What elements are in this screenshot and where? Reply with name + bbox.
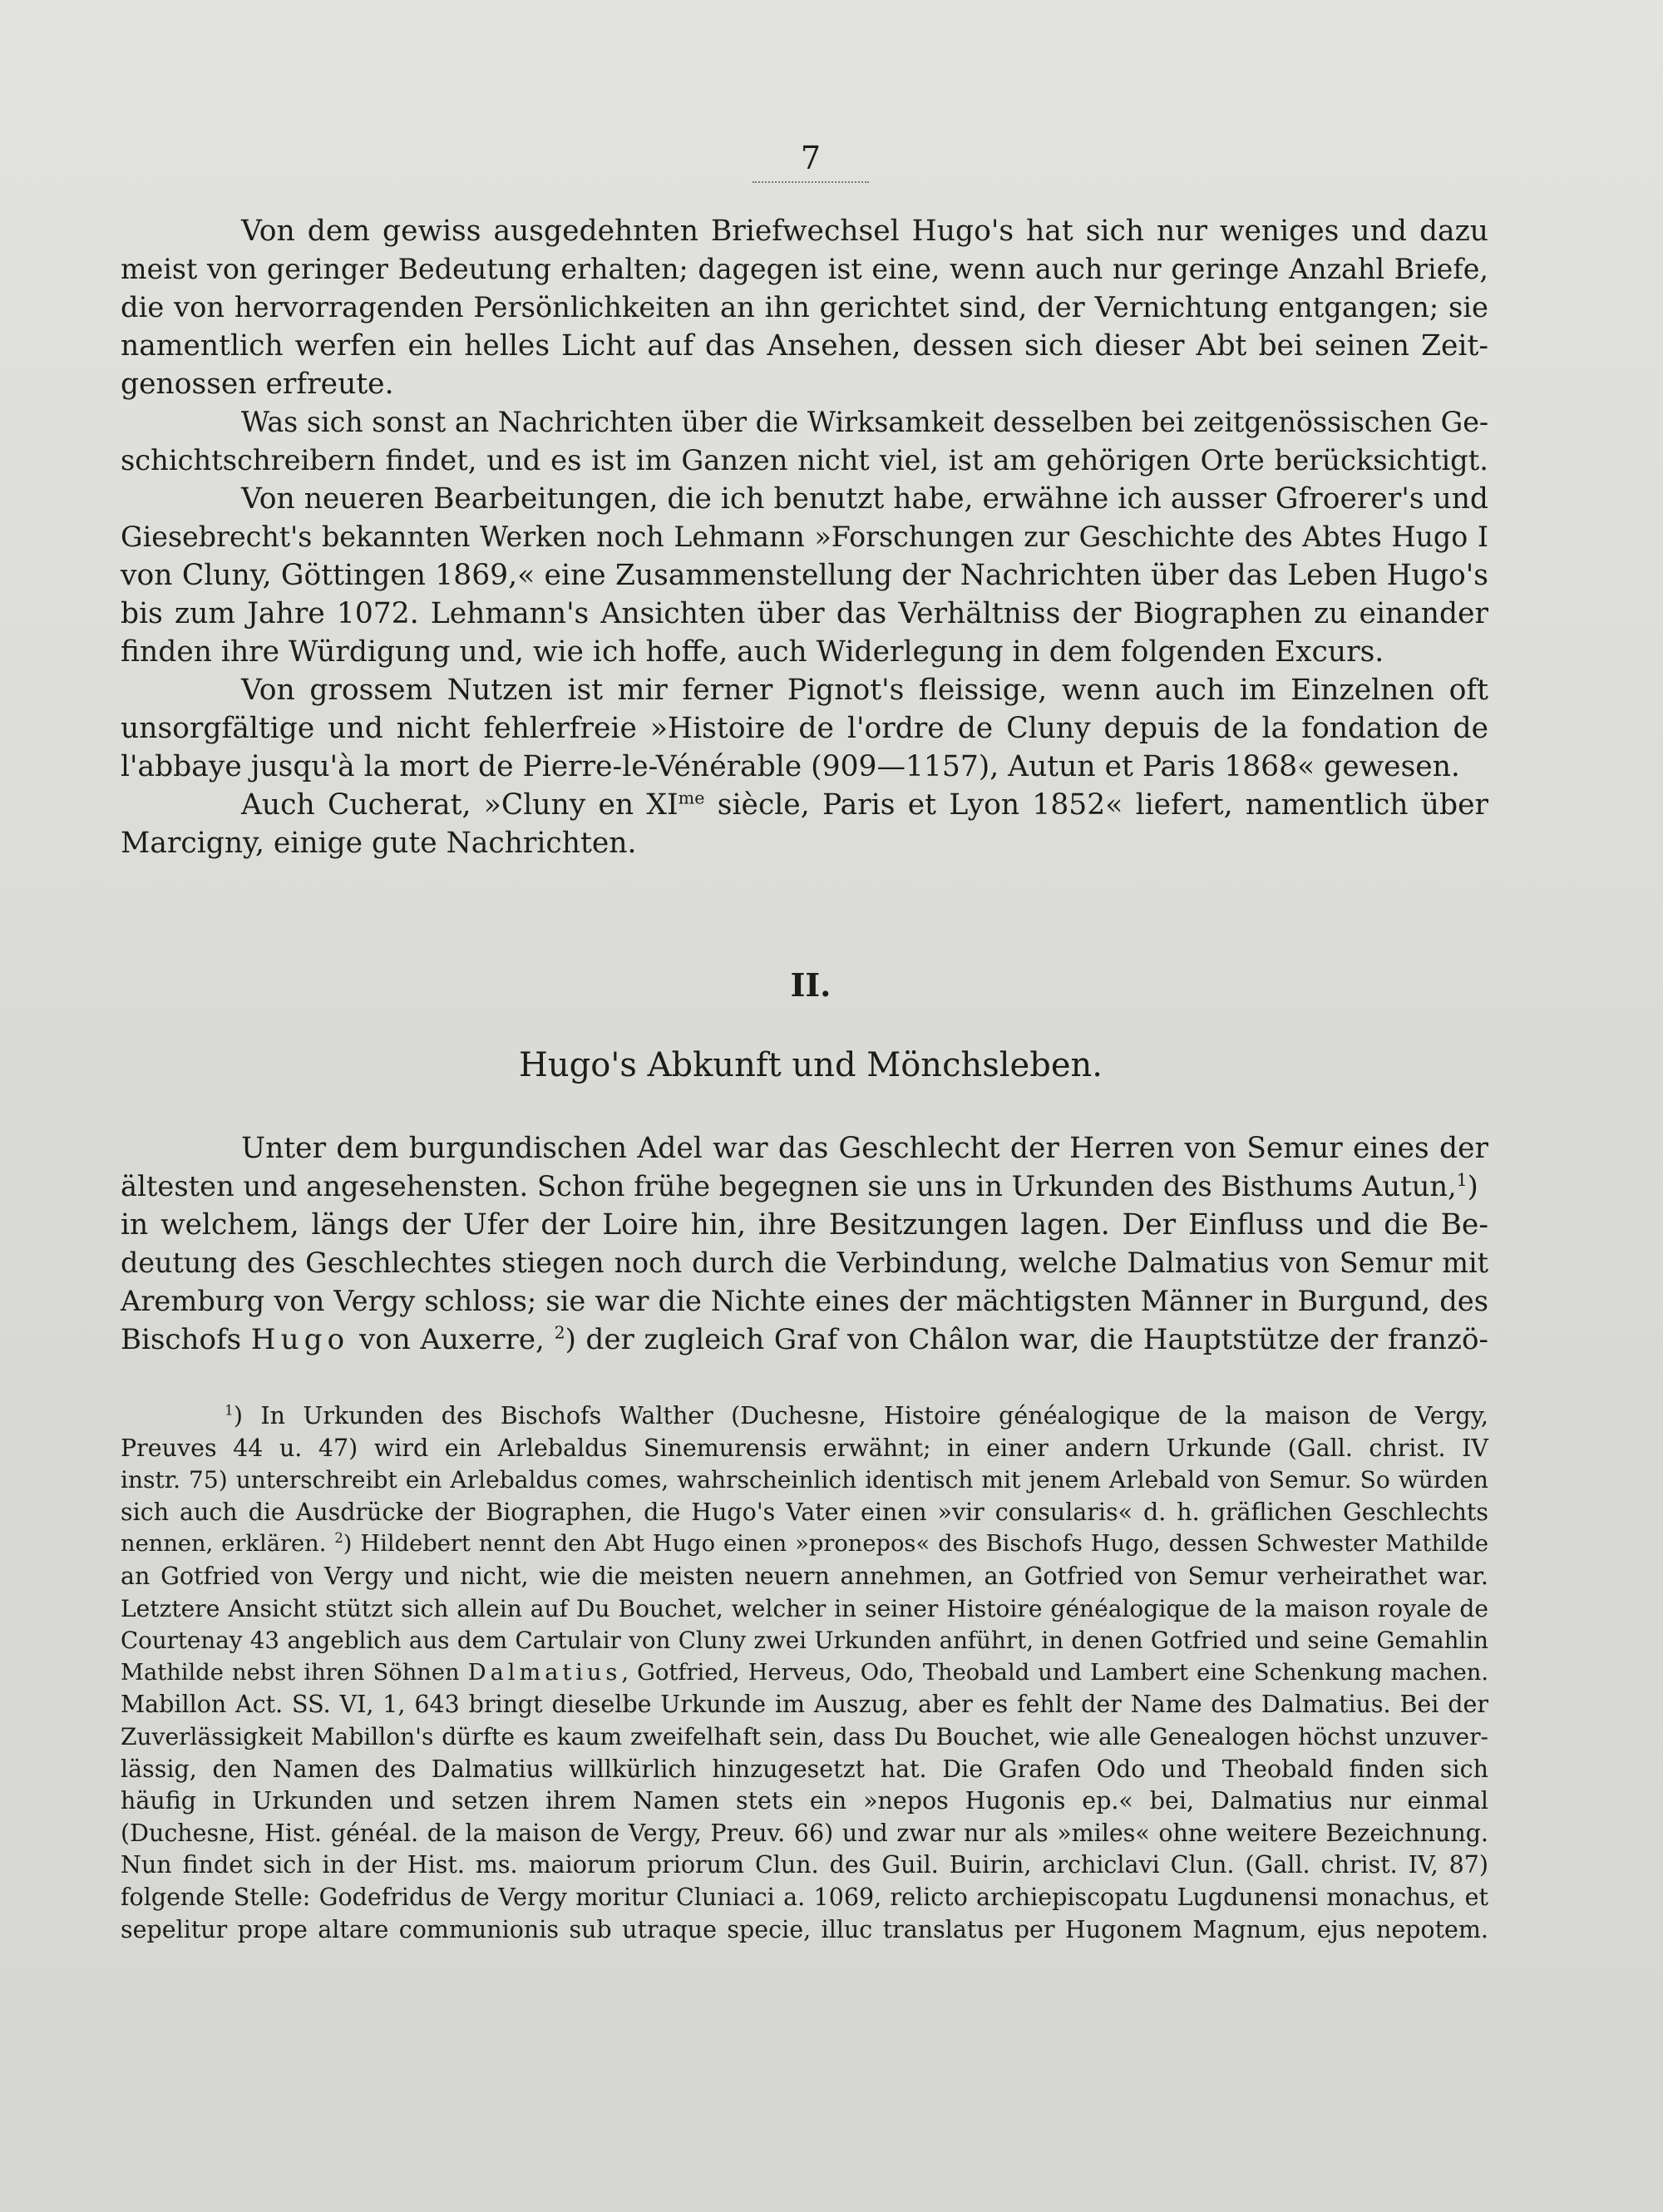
text-segment: von Auxerre, (349, 1323, 555, 1356)
footnote-line: Preuves 44 u. 47) wird ein Arlebaldus Sinemurensis erwähnt; in einer andern Urkunde (Gall. christ. IV (121, 1434, 1488, 1462)
text-line: deutung des Geschlechtes stiegen noch durch die Verbindung, welche Dalmatius von Semur mit (121, 1247, 1488, 1279)
section-number: II. (790, 966, 832, 1004)
footnote-ref-2: 2 (554, 1322, 565, 1343)
footnote-line (121, 1528, 1488, 1561)
footnote-line: sich auch die Ausdrücke der Biographen, die Hugo's Vater einen »vir consularis« d. h. gräflichen Geschlechts (121, 1498, 1488, 1526)
page-number: 7 (800, 140, 822, 176)
text-line: genossen erfreute. (121, 368, 394, 401)
spaced-name: Dalmatius (467, 1659, 622, 1686)
footnote-line: instr. 75) unterschreibt ein Arlebaldus comes, wahrscheinlich identisch mit jenem Arlebald von Semur. So würden (121, 1466, 1488, 1494)
text-segment: , Gotfried, Herveus, Odo, Theobald und Lambert eine Schenkung machen. (621, 1659, 1488, 1686)
text-line: schichtschreibern findet, und es ist im Ganzen nicht viel, ist am gehörigen Orte berücksichtigt. (121, 444, 1488, 476)
text-line: in welchem, längs der Ufer der Loire hin, ihre Besitzungen lagen. Der Einfluss und die Be- (121, 1208, 1488, 1242)
footnote-line: an Gotfried von Vergy und nicht, wie die meisten neuern annehmen, an Gotfried von Semur verheirathet war. (121, 1562, 1488, 1590)
text-line: Was sich sonst an Nachrichten über die Wirksamkeit desselben bei zeitgenössischen Ge- (241, 406, 1489, 438)
section-text (121, 1129, 1488, 1359)
text-line (121, 1321, 1488, 1359)
text-line: finden ihre Würdigung und, wie ich hoffe, auch Widerlegung in dem folgenden Excurs. (121, 635, 1384, 669)
footnote-line: Mabillon Act. SS. VI, 1, 643 bringt dieselbe Urkunde im Auszug, aber es fehlt der Name des Dalmatius. Bei der (121, 1691, 1488, 1719)
text-line: Von neueren Bearbeitungen, die ich benutzt habe, erwähne ich ausser Gfroerer's und (241, 482, 1489, 516)
text-line: Unter dem burgundischen Adel war das Geschlecht der Herren von Semur eines der (241, 1132, 1488, 1165)
footnote-line (121, 1657, 1488, 1690)
text-line: bis zum Jahre 1072. Lehmann's Ansichten über das Verhältniss der Biographen zu einander (121, 597, 1488, 630)
text-line: von Cluny, Göttingen 1869,« eine Zusammenstellung der Nachrichten über das Leben Hugo's (121, 559, 1488, 592)
text-line: meist von geringer Bedeutung erhalten; dagegen ist eine, wenn auch nur geringe Anzahl Briefe, (121, 253, 1488, 285)
text-segment: ) der zugleich Graf von Châlon war, die Hauptstütze der franzö- (565, 1323, 1488, 1356)
text-line: unsorgfältige und nicht fehlerfreie »Histoire de l'ordre de Cluny depuis de la fondation de (121, 712, 1488, 745)
footnote-line: häufig in Urkunden und setzen ihrem Namen stets ein »nepos Hugonis ep.« bei, Dalmatius nur einmal (121, 1787, 1488, 1815)
text-segment: ältesten und angesehensten. Schon frühe begegnen sie uns in Urkunden des Bisthums Autun, (121, 1170, 1457, 1202)
footnote-marker-1: 1 (225, 1402, 234, 1420)
text-segment: Bischofs (121, 1323, 251, 1356)
text-line: Giesebrecht's bekannten Werken noch Lehmann »Forschungen zur Geschichte des Abtes Hugo I (121, 521, 1488, 553)
superscript: me (678, 788, 705, 808)
footnote-line: sepelitur prope altare communionis sub utraque specie, illuc translatus per Hugonem Magnum, ejus nepotem. (121, 1915, 1488, 1943)
spaced-name: Hugo (250, 1323, 350, 1356)
footnote-line: lässig, den Namen des Dalmatius willkürlich hinzugesetzt hat. Die Grafen Odo und Theobald finden sich (121, 1755, 1488, 1783)
footnote-ref-1: 1 (1456, 1169, 1468, 1190)
text-segment: ) (1467, 1170, 1478, 1202)
text-segment: nennen, erklären. (121, 1531, 335, 1558)
text-segment: ) In Urkunden des Bischofs Walther (Duchesne, Histoire généalogique de la maison de Vergy, (233, 1402, 1488, 1429)
text-line (121, 1168, 1488, 1206)
text-line: die von hervorragenden Persönlichkeiten an ihn gerichtet sind, der Vernichtung entgangen; sie (121, 291, 1488, 323)
text-segment: ) Hildebert nennt den Abt Hugo einen »pronepos« des Bischofs Hugo, dessen Schwester Mathilde (343, 1531, 1488, 1558)
text-segment: siècle, Paris et Lyon 1852« liefert, namentlich über (704, 788, 1488, 822)
footnotes (121, 1400, 1488, 1946)
text-line: Von grossem Nutzen ist mir ferner Pignot's fleissige, wenn auch im Einzelnen oft (241, 674, 1488, 707)
text-line: Marcigny, einige gute Nachrichten. (121, 827, 637, 860)
footnote-line: Zuverlässigkeit Mabillon's dürfte es kaum zweifelhaft sein, dass Du Bouchet, wie alle Genealogen höchst unzuver- (121, 1722, 1488, 1750)
text-line: Von dem gewiss ausgedehnten Briefwechsel Hugo's hat sich nur weniges und dazu (241, 215, 1488, 248)
text-segment: Mathilde nebst ihren Söhnen (121, 1659, 468, 1686)
page-number-ornament (753, 181, 869, 183)
footnote-line: folgende Stelle: Godefridus de Vergy moritur Cluniaci a. 1069, relicto archiepiscopatu Lugdunensi monachus, et (121, 1883, 1488, 1911)
footnote-line: Nun findet sich in der Hist. ms. maiorum priorum Clun. des Guil. Buirin, archiclavi Clun. (Gall. christ. IV, 87) (121, 1851, 1488, 1879)
text-line: namentlich werfen ein helles Licht auf das Ansehen, dessen sich dieser Abt bei seinen Zeit- (121, 329, 1488, 363)
footnote-line: (Duchesne, Hist. généal. de la maison de Vergy, Preuv. 66) und zwar nur als »miles« ohne weitere Bezeichnung. (121, 1819, 1488, 1847)
text-line (121, 786, 1488, 824)
footnote-line (121, 1400, 1488, 1433)
footnote-line: Courtenay 43 angeblich aus dem Cartulair von Cluny zwei Urkunden anführt, in denen Gotfried und seine Gemahlin (121, 1627, 1488, 1655)
footnote-line: Letztere Ansicht stützt sich allein auf Du Bouchet, welcher in seiner Histoire généalogique de la maison royale de (121, 1594, 1488, 1622)
intro-text (121, 212, 1488, 862)
text-segment: Auch Cucherat, »Cluny en XI (241, 788, 679, 822)
footnote-marker-2: 2 (334, 1530, 343, 1547)
text-line: Aremburg von Vergy schloss; sie war die Nichte eines der mächtigsten Männer in Burgund, des (121, 1285, 1488, 1317)
text-line: l'abbaye jusqu'à la mort de Pierre-le-Vénérable (909—1157), Autun et Paris 1868« gewesen. (121, 750, 1460, 783)
section-title: Hugo's Abkunft und Mönchsleben. (519, 1046, 1103, 1084)
